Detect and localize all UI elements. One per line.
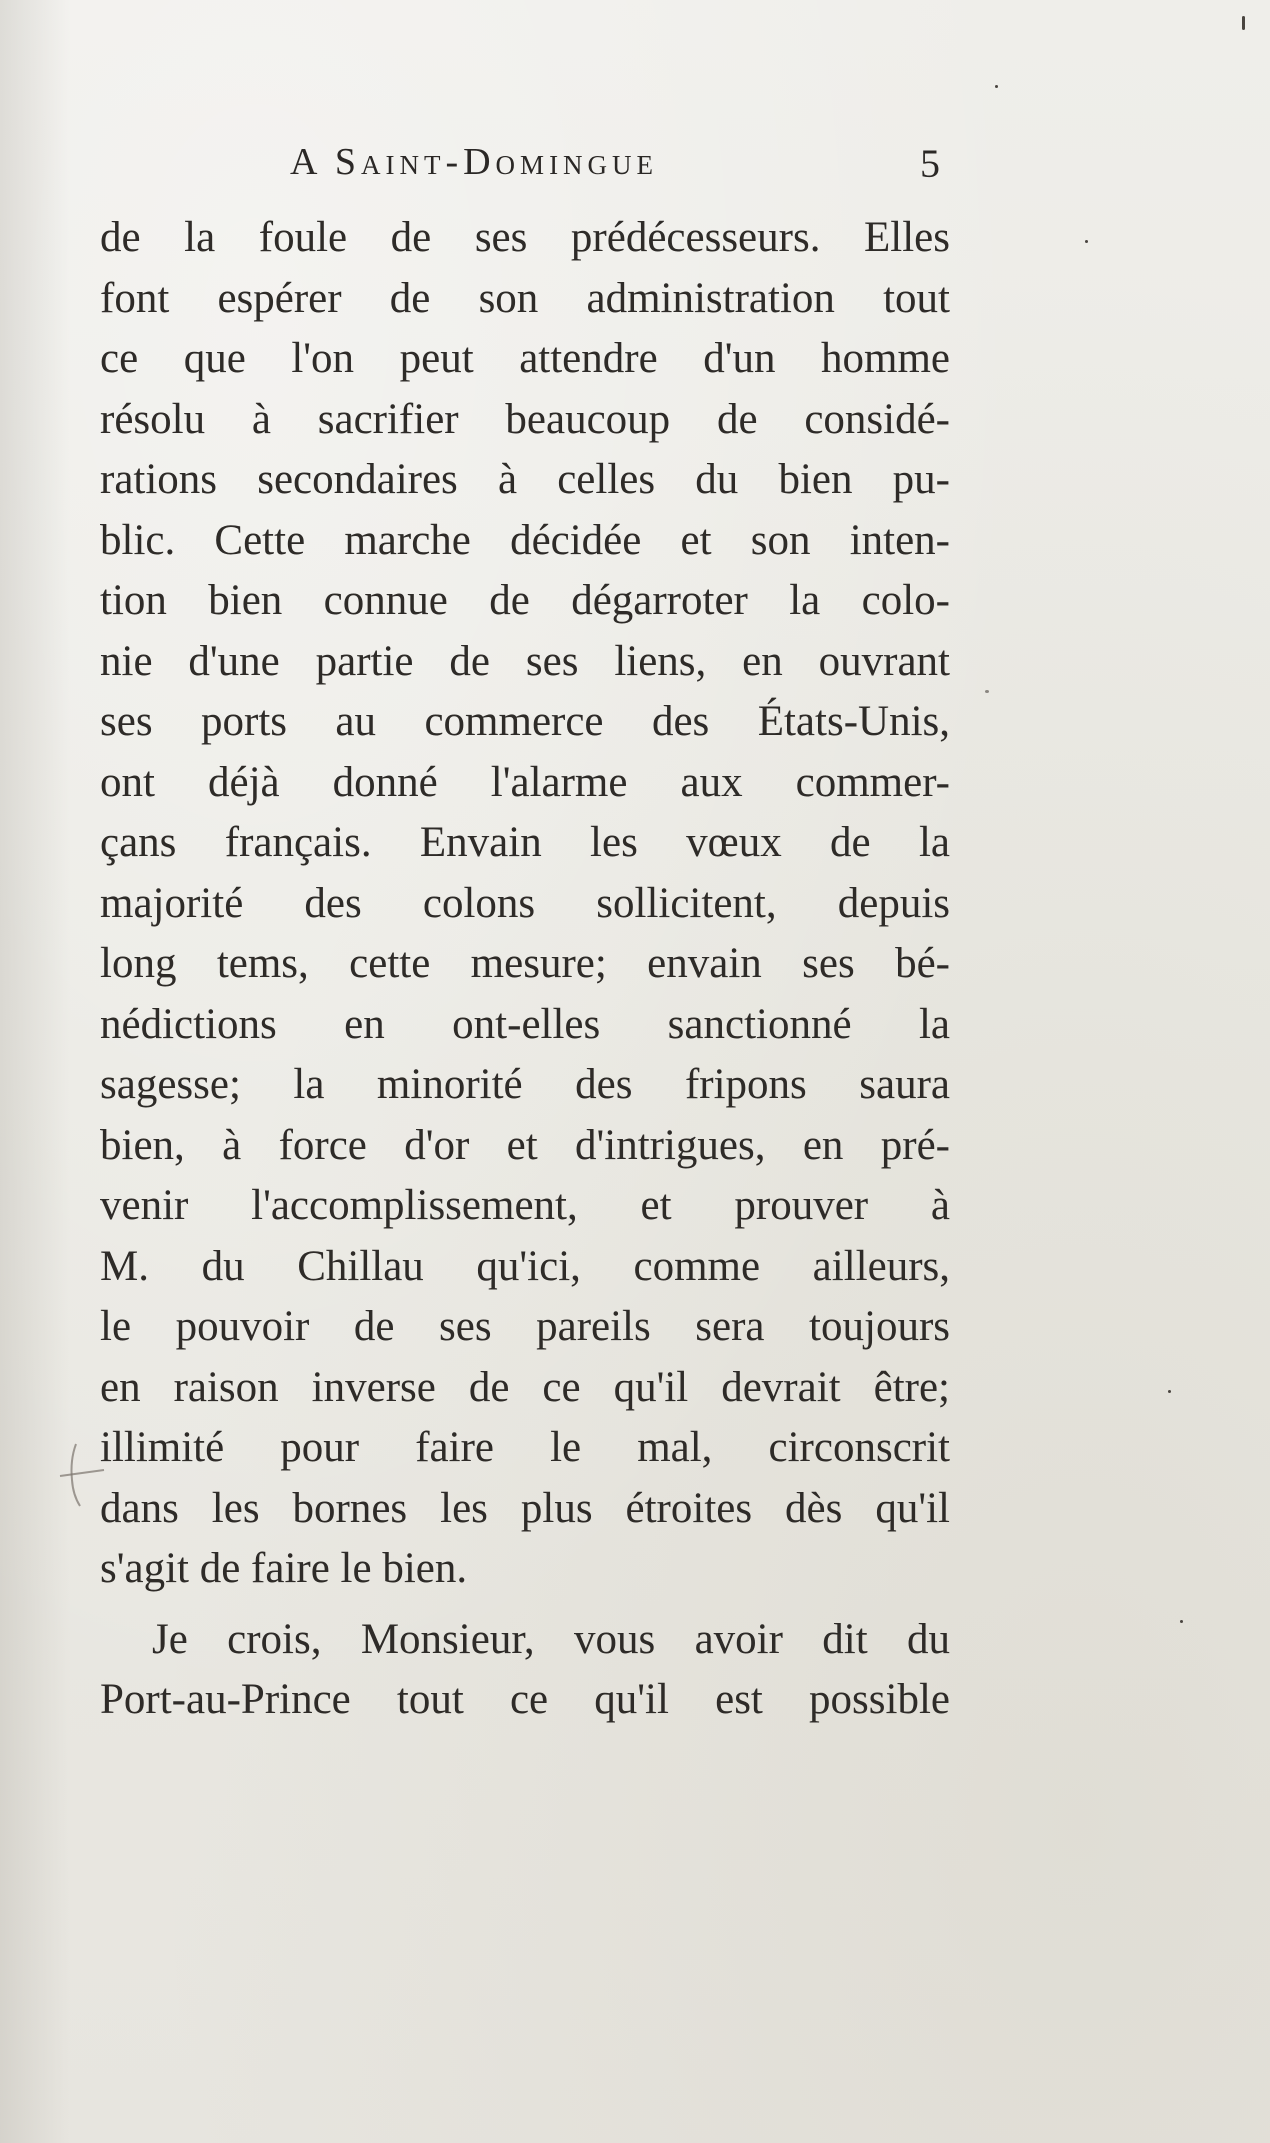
margin-pencil-mark <box>58 1440 110 1510</box>
text-line: ce que l'on peut attendre d'un homme <box>100 335 950 382</box>
text-line: de la foule de ses prédécesseurs. Elles <box>100 214 950 261</box>
text-line: long tems, cette mesure; envain ses bé- <box>100 940 950 987</box>
paper-fleck <box>1085 240 1088 243</box>
text-line: Port-au-Prince tout ce qu'il est possible <box>100 1676 950 1723</box>
text-line: bien, à force d'or et d'intrigues, en pré- <box>100 1121 950 1169</box>
text-line: en raison inverse de ce qu'il devrait être; <box>100 1363 950 1411</box>
paper-fleck <box>985 690 989 693</box>
body-text <box>100 208 950 1731</box>
text-line: nédictions en ont-elles sanctionné la <box>100 1000 950 1048</box>
paragraph-end-line: s'agit de faire le bien. <box>100 1545 468 1592</box>
paper-fleck <box>1242 16 1245 30</box>
text-line: rations secondaires à celles du bien pu- <box>100 456 950 503</box>
binding-shadow <box>0 0 70 2143</box>
paper-fleck <box>1168 1390 1171 1393</box>
text-line: nie d'une partie de ses liens, en ouvrant <box>100 637 950 685</box>
running-head: A Saint-Domingue <box>290 141 659 183</box>
text-line: sagesse; la minorité des fripons saura <box>100 1061 950 1108</box>
text-line: majorité des colons sollicitent, depuis <box>100 879 950 927</box>
text-line: çans français. Envain les vœux de la <box>100 819 950 866</box>
text-line: venir l'accomplissement, et prouver à <box>100 1182 950 1229</box>
paper-fleck <box>995 85 998 88</box>
text-line: font espérer de son administration tout <box>100 274 950 322</box>
paragraph-start-line: Je crois, Monsieur, vous avoir dit du <box>152 1615 950 1663</box>
text-line: M. du Chillau qu'ici, comme ailleurs, <box>100 1242 950 1290</box>
paper-fleck <box>1180 1620 1183 1623</box>
text-line: blic. Cette marche décidée et son inten- <box>100 516 950 564</box>
page-header <box>100 140 950 190</box>
text-line: le pouvoir de ses pareils sera toujours <box>100 1303 950 1350</box>
text-line: tion bien connue de dégarroter la colo- <box>100 577 950 624</box>
text-line: ont déjà donné l'alarme aux commer- <box>100 758 950 806</box>
text-line: ses ports au commerce des États-Unis, <box>100 698 950 745</box>
text-line: dans les bornes les plus étroites dès qu'il <box>100 1484 950 1532</box>
text-line: illimité pour faire le mal, circonscrit <box>100 1424 950 1471</box>
text-line: résolu à sacrifier beaucoup de considé- <box>100 395 950 443</box>
page-number: 5 <box>920 141 940 186</box>
